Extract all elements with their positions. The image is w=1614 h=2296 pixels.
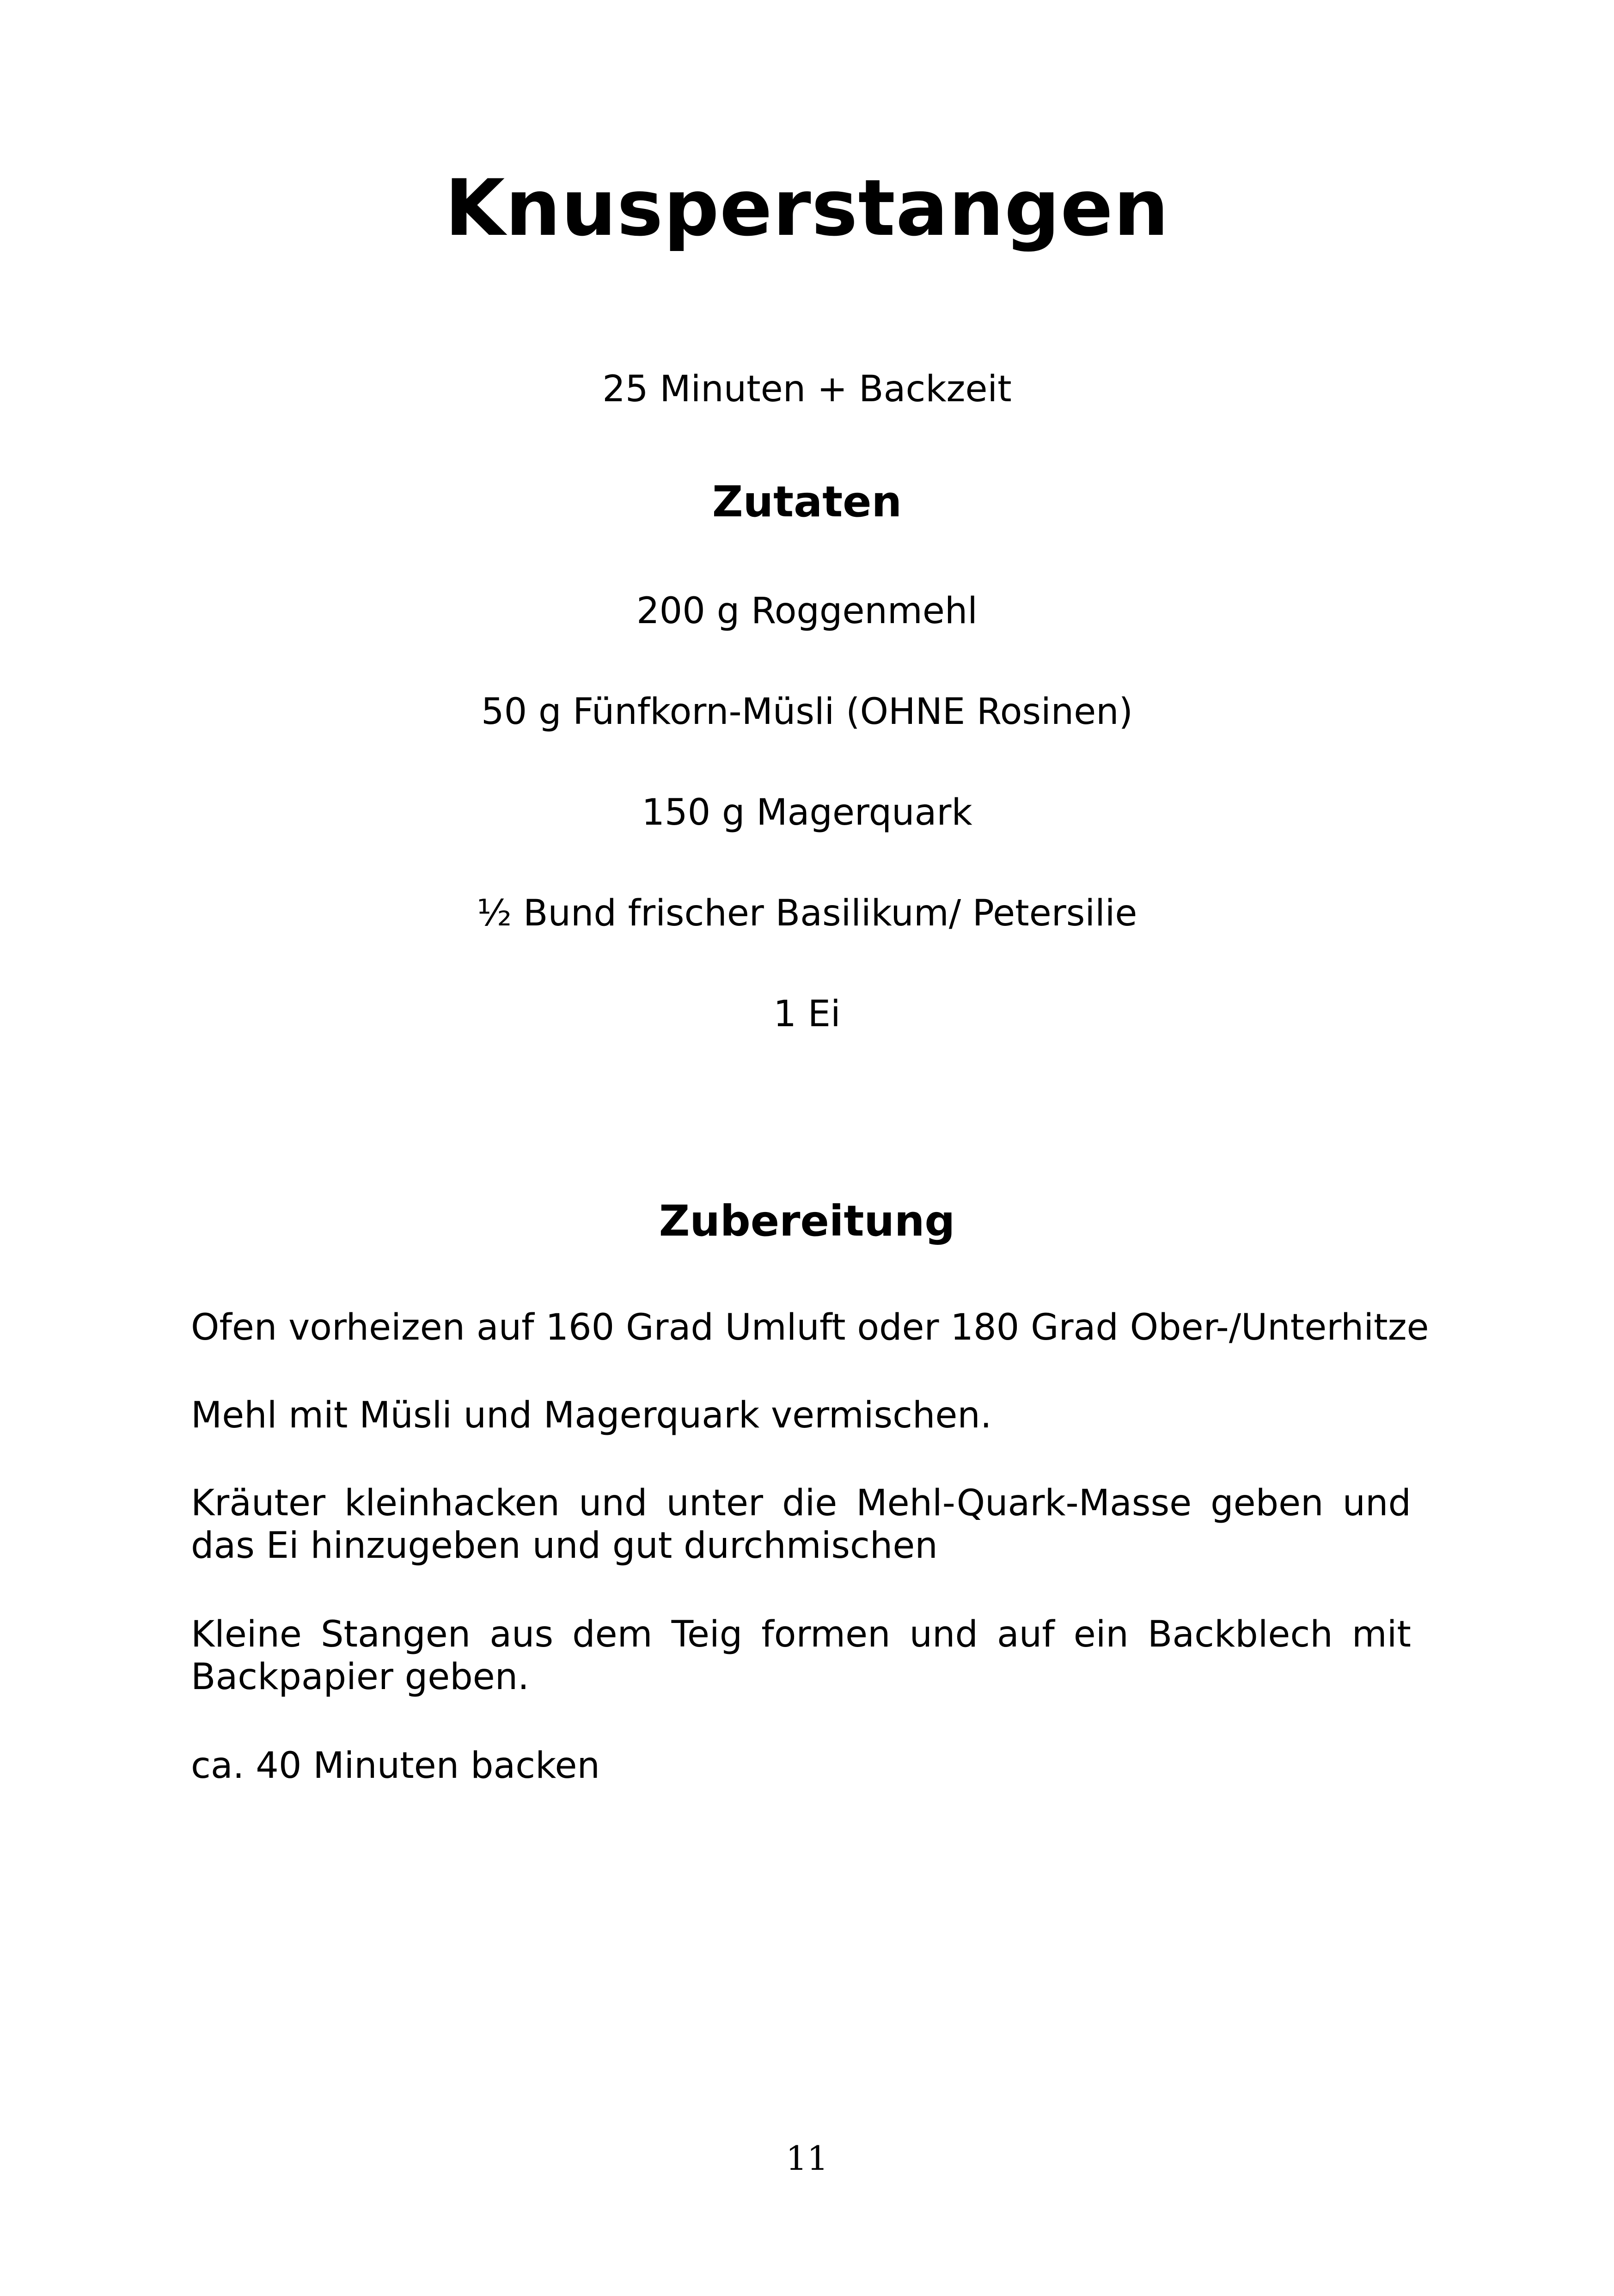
page-number: 11 bbox=[786, 2139, 828, 2178]
ingredients-heading: Zutaten bbox=[712, 477, 902, 527]
ingredient-item: ½ Bund frischer Basilikum/ Petersilie bbox=[477, 893, 1137, 934]
preparation-step: ca. 40 Minuten backen bbox=[191, 1745, 600, 1787]
recipe-title: Knusperstangen bbox=[445, 163, 1169, 253]
preparation-step: Kräuter kleinhacken und unter die Mehl-Quark-Masse geben und das Ei hinzugeben und gut durchmischen bbox=[191, 1482, 1411, 1567]
preparation-time: 25 Minuten + Backzeit bbox=[602, 368, 1012, 410]
preparation-step: Ofen vorheizen auf 160 Grad Umluft oder 180 Grad Ober-/Unterhitze bbox=[191, 1307, 1429, 1348]
ingredient-item: 150 g Magerquark bbox=[642, 792, 972, 833]
ingredient-item: 200 g Roggenmehl bbox=[636, 590, 978, 632]
ingredient-item: 1 Ei bbox=[773, 993, 841, 1035]
preparation-step: Kleine Stangen aus dem Teig formen und auf ein Backblech mit Backpapier geben. bbox=[191, 1614, 1411, 1698]
ingredient-item: 50 g Fünfkorn-Müsli (OHNE Rosinen) bbox=[481, 691, 1133, 733]
preparation-heading: Zubereitung bbox=[659, 1196, 955, 1246]
preparation-step: Mehl mit Müsli und Magerquark vermischen. bbox=[191, 1395, 992, 1436]
